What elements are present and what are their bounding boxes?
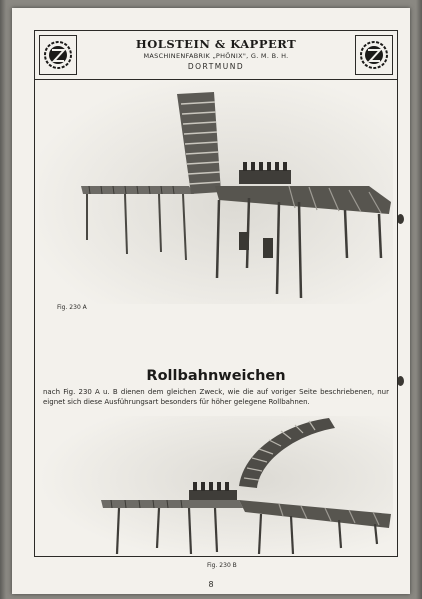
- binder-hole: [397, 376, 404, 386]
- company-logo-left: [39, 35, 77, 75]
- catalog-page: [12, 8, 410, 594]
- page-number: 8: [208, 580, 214, 589]
- section-heading: Rollbahnweichen: [146, 368, 286, 384]
- figure-230b-photo: [39, 416, 393, 556]
- company-logo-right: [355, 35, 393, 75]
- section-body-text: nach Fig. 230 A u. B dienen dem gleichen Zweck, wie die auf voriger Seite beschriebenen, nur eignet sich diese Ausführungsart besonders für höher gelegene Rollbahnen.: [43, 388, 389, 406]
- company-subtitle: MASCHINENFABRIK „PHÖNIX", G. M. B. H.: [143, 52, 289, 60]
- binder-hole: [397, 214, 404, 224]
- content-frame: [34, 78, 398, 569]
- page-header: [34, 30, 398, 80]
- company-name: HOLSTEIN & KAPPERT: [135, 37, 297, 51]
- figure-230a-photo: [39, 82, 393, 304]
- figure-230a-caption: Fig. 230 A: [57, 304, 87, 311]
- company-city: DORTMUND: [187, 62, 245, 71]
- figure-230b-caption: Fig. 230 B: [207, 562, 237, 569]
